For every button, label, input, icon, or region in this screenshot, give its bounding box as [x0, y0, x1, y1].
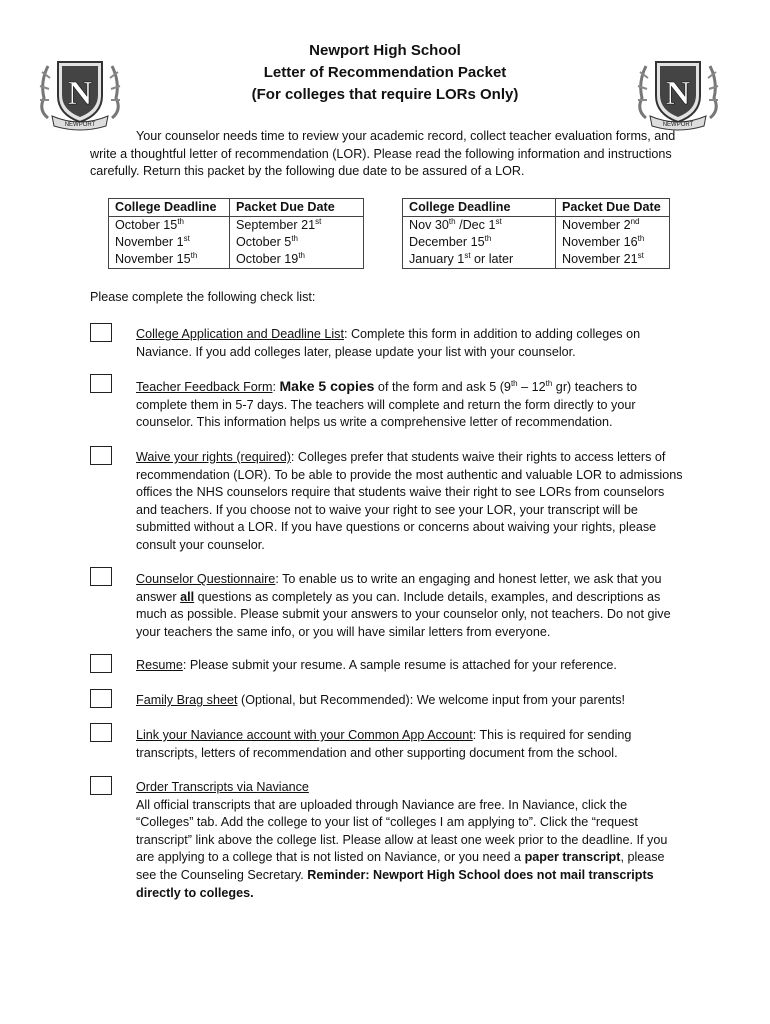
table-cell: September 21st: [230, 217, 364, 235]
crest-letter: N: [665, 75, 691, 112]
packet-note: (For colleges that require LORs Only): [251, 86, 519, 103]
checkbox-order-transcripts[interactable]: [90, 776, 112, 795]
crest-letter: N: [67, 75, 93, 112]
deadline-table-right: [402, 198, 670, 269]
table-cell: October 15th: [109, 217, 230, 235]
column-header: College Deadline: [403, 199, 556, 217]
checklist-item-teacher-feedback: Teacher Feedback Form: Make 5 copies of the form and ask 5 (9th – 12th gr) teachers to complete them in 5-7 days. The teachers will complete and return the form directly to your counselor. This information helps us write a comprehensive letter of recommendation.: [136, 378, 638, 430]
checkbox-link-naviance[interactable]: [90, 723, 112, 742]
table-row: [403, 251, 670, 269]
table-cell: Nov 30th /Dec 1st: [403, 217, 556, 235]
checklist-item-order-transcripts: Order Transcripts via Naviance All official transcripts that are uploaded through Naviance are free. In Naviance, click the “Colleges” tab. Add the college to your list of “colleges I am applying to”. Click the “request transcript” link above the college list. Please allow at least one week prior to the deadline. If you are applying to a college that is not listed on Naviance, or you need a paper transcript, please see the Counseling Secretary. Reminder: Newport High School does not mail transcripts directly to colleges.: [136, 780, 668, 900]
table-row: [109, 251, 364, 269]
checkbox-resume[interactable]: [90, 654, 112, 673]
checkbox-teacher-feedback[interactable]: [90, 374, 112, 393]
table-cell: October 19th: [230, 251, 364, 269]
table-cell: December 15th: [403, 234, 556, 251]
checkbox-application-list[interactable]: [90, 323, 112, 342]
table-cell: October 5th: [230, 234, 364, 251]
table-cell: January 1st or later: [403, 251, 556, 269]
table-cell: November 16th: [556, 234, 670, 251]
table-cell: November 15th: [109, 251, 230, 269]
table-row: [403, 217, 670, 235]
table-row: [403, 234, 670, 251]
checklist-item-resume: Resume: Please submit your resume. A sample resume is attached for your reference.: [136, 658, 617, 672]
checkbox-counselor-questionnaire[interactable]: [90, 567, 112, 586]
checkbox-waive-rights[interactable]: [90, 446, 112, 465]
table-cell: November 2nd: [556, 217, 670, 235]
document-title: [0, 40, 770, 106]
table-cell: November 21st: [556, 251, 670, 269]
crest-banner: NEWPORT: [64, 122, 96, 128]
checklist-item-application-list: College Application and Deadline List: Complete this form in addition to adding colleges on Naviance. If you add colleges later, please update your list with your counselor.: [136, 327, 641, 359]
checkbox-family-brag-sheet[interactable]: [90, 689, 112, 708]
crest-banner: NEWPORT: [662, 122, 694, 128]
table-row: [109, 217, 364, 235]
checklist-item-waive-rights: Waive your rights (required): Colleges prefer that students waive their rights to access letters of recommendation (LOR). To be able to provide the most authentic and valuable LOR to admissions offices the NHS counselors require that students waive their right to see LORs from counselors and teachers. If you choose not to waive your right to see your LOR, your transcript will be submitted without a LOR. If you have questions or concerns about waiving your rights, please consult your counselor.: [136, 450, 683, 552]
column-header: College Deadline: [109, 199, 230, 217]
checklist-heading: Please complete the following check list:: [90, 290, 316, 304]
table-row: [109, 234, 364, 251]
column-header: Packet Due Date: [230, 199, 364, 217]
deadline-table-left: [108, 198, 364, 269]
checklist-item-counselor-questionnaire: Counselor Questionnaire: To enable us to write an engaging and honest letter, we ask that you answer all questions as completely as you can. Include details, examples, and descriptions as much as possible. Please submit your answers to your counselor only, not teachers. Do not give your teachers the same info, or you will have similar letters from everyone.: [136, 572, 671, 639]
school-name: Newport High School: [309, 42, 461, 59]
checklist-item-link-naviance: Link your Naviance account with your Common App Account: This is required for sending transcripts, letters of recommendation and other supporting document from the school.: [136, 728, 632, 760]
packet-title: Letter of Recommendation Packet: [263, 64, 507, 81]
intro-text: Your counselor needs time to review your academic record, collect teacher evaluation forms, and write a thoughtful letter of recommendation (LOR). Please read the following information and instructions carefully. Return this packet by the following due date to be assured of a LOR.: [90, 129, 676, 179]
column-header: Packet Due Date: [556, 199, 670, 217]
checklist-item-family-brag-sheet: Family Brag sheet (Optional, but Recommended): We welcome input from your parents!: [136, 693, 626, 707]
intro-paragraph: [90, 128, 690, 181]
table-cell: November 1st: [109, 234, 230, 251]
